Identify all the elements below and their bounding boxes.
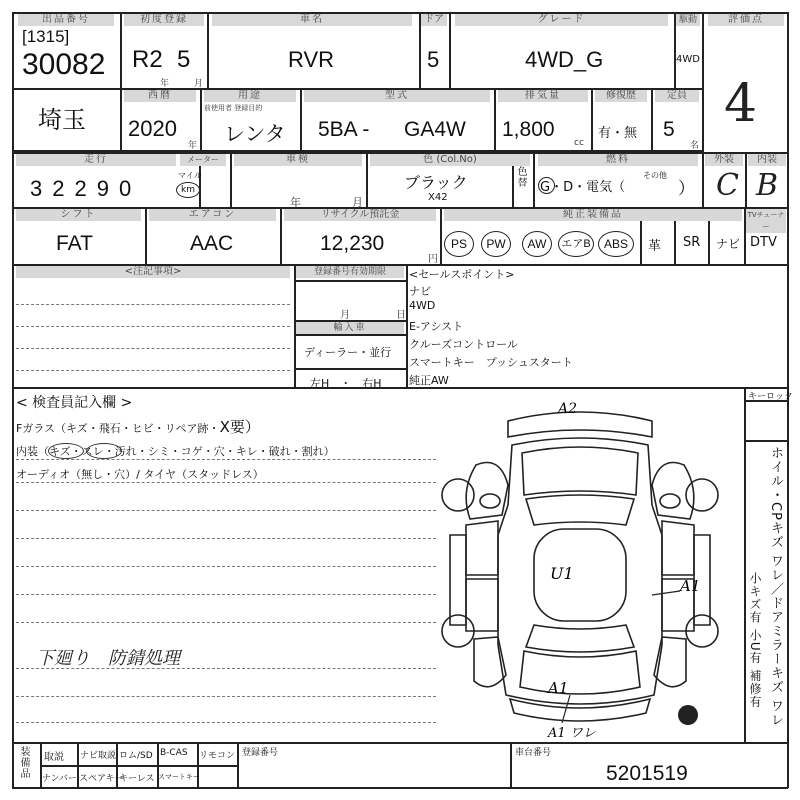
sales-point: ナビ — [409, 285, 431, 298]
shift: FAT — [56, 232, 93, 255]
rating-label: 評価点 — [708, 14, 784, 26]
lot-label: 出品番号 — [18, 14, 114, 26]
interior-circle-2 — [86, 443, 122, 459]
expiry-month: 月 — [340, 310, 350, 321]
color-change-label: 色替 — [515, 166, 526, 188]
chassis-number: 5201519 — [606, 762, 688, 785]
equip-navi: ナビ — [716, 237, 741, 251]
handle: 左H ・ 右H — [310, 377, 382, 390]
capacity-unit: 名 — [690, 141, 700, 151]
fglass-mark: X要） — [219, 418, 260, 436]
rating: 4 — [724, 74, 758, 134]
inspection-month-unit: 月 — [352, 196, 363, 209]
year-unit: 年 — [160, 79, 170, 89]
year-label: 西暦 — [124, 90, 196, 102]
prefecture: 埼玉 — [38, 106, 86, 134]
km-label: km — [176, 182, 200, 198]
meter-label: メーター — [180, 154, 226, 166]
footer-item: B-CAS — [160, 748, 188, 758]
drive-label: 駆動 — [676, 14, 700, 26]
fglass-text: Fガラス（キズ・飛石・ヒビ・リペア跡・ — [16, 422, 220, 435]
exterior: C — [716, 168, 739, 203]
fuel-g-circle — [538, 177, 555, 194]
footer-item: 取説 — [44, 752, 64, 763]
sales-point: スマートキー プッシュスタート — [409, 356, 573, 369]
equip-sunroof: SR — [683, 235, 701, 250]
color-label: 色 (Col.No) — [370, 154, 530, 166]
color: ブラック — [404, 173, 468, 192]
inspector-line3: オーディオ（無し・穴）/ タイヤ（スタッドレス） — [16, 468, 264, 481]
model-b: GA4W — [404, 118, 466, 141]
mark-front: A2 — [558, 401, 578, 417]
mileage-digit: 3 — [30, 176, 53, 201]
side-sub: 小キズ有 小U有 補修有 — [748, 572, 762, 709]
equip-leather: 革 — [648, 239, 662, 254]
footer-item: ナンバー — [42, 774, 77, 784]
recycle: 12,230 — [320, 232, 385, 255]
aircon-label: エアコン — [149, 209, 276, 221]
mileage-label: 走行 — [16, 154, 176, 166]
purpose: レンタ — [224, 122, 286, 146]
year: 2020 — [128, 116, 177, 141]
car-diagram — [430, 395, 730, 740]
inspector-title: < 検査員記入欄 > — [16, 395, 133, 411]
purpose-sub: 前使用者 登録目的 — [204, 104, 263, 112]
mileage — [30, 176, 141, 202]
displacement: 1,800 — [502, 118, 555, 141]
import-value: ディーラー・並行 — [304, 346, 392, 359]
color-code: X42 — [428, 192, 448, 203]
footer-item: キーレス — [119, 774, 155, 784]
model-label: 型式 — [304, 90, 490, 102]
interior-label: 内装 — [748, 154, 786, 166]
grade-label: グレード — [455, 14, 668, 26]
interior: B — [756, 168, 779, 203]
purpose-label: 用途 — [204, 90, 296, 102]
equip-airbag: エアB — [558, 231, 594, 257]
footer-item: スペアキー — [79, 774, 124, 784]
car-name-label: 車名 — [212, 14, 412, 26]
inspector-line2: 内装（キズ・スレ・汚れ・シミ・コゲ・穴・キレ・破れ・割れ） — [16, 445, 335, 458]
sales-label: <セールスポイント> — [409, 268, 515, 281]
equipment-label: 純正装備品 — [444, 209, 742, 221]
yen: 円 — [428, 254, 438, 265]
footer-item: ロム/SD — [119, 751, 153, 761]
mileage-digit: 9 — [96, 176, 119, 201]
sales-point: E-アシスト — [409, 320, 464, 333]
inspection-year-unit: 年 — [290, 196, 301, 209]
mileage-digit: 2 — [74, 176, 97, 201]
tv-label: TVチューナー — [747, 211, 785, 231]
mark-right: A1 — [680, 577, 701, 595]
side-text: ホイル・CPキズ ワレ／ドアミラーキズ ワレ — [768, 446, 783, 728]
expiry-label: 登録番号有効期限 — [296, 266, 404, 278]
equip-abs: ABS — [598, 231, 634, 257]
doors: 5 — [427, 47, 440, 72]
reg-number-label: 登録番号 — [242, 748, 279, 758]
history-label: 修復歴 — [595, 90, 647, 102]
inspector-line1 — [16, 416, 260, 437]
tire-spot — [678, 705, 698, 725]
equip-aw: AW — [522, 231, 552, 257]
footer-item: ナビ取説 — [80, 751, 117, 761]
equip-ps: PS — [444, 231, 474, 257]
doors-label: ドア — [421, 14, 447, 26]
shift-label: シフト — [16, 209, 141, 221]
import-label: 輸入車 — [296, 322, 404, 334]
model-a: 5BA - — [318, 118, 370, 141]
displacement-label: 排気量 — [498, 90, 588, 102]
exterior-label: 外装 — [705, 154, 743, 166]
chassis-label: 車台番号 — [515, 748, 552, 758]
mark-bottom: A1 ワレ — [548, 726, 596, 740]
displacement-unit: cc — [574, 138, 584, 148]
first-reg-month: 5 — [177, 46, 191, 73]
month-unit: 月 — [194, 79, 204, 89]
equip-tv: DTV — [750, 235, 777, 250]
car-name: RVR — [288, 47, 335, 72]
first-reg-label: 初度登録 — [124, 14, 204, 26]
fuel: G・D・電気（ — [540, 180, 626, 195]
mileage-digit: 0 — [119, 176, 142, 201]
sales-point: 純正AW — [409, 374, 449, 387]
footer-item: リモコン — [199, 751, 236, 761]
history: 有・無 — [598, 126, 638, 141]
drive: 4WD — [676, 54, 700, 65]
mark-rear: A1 — [548, 679, 569, 697]
fuel-close: ） — [678, 179, 695, 199]
grade: 4WD_G — [525, 47, 604, 72]
keylock-label: キーロック — [748, 392, 793, 402]
mark-roof: U1 — [550, 564, 574, 583]
inspection-label: 車検 — [234, 154, 362, 166]
fuel-other: その他 — [643, 171, 667, 180]
handwritten-note: 下廻り 防錆処理 — [36, 648, 180, 669]
fuel-label: 燃料 — [538, 154, 698, 166]
expiry-day: 日 — [396, 310, 406, 321]
recycle-label: リサイクル預託金 — [284, 209, 436, 221]
lot-number: 30082 — [22, 48, 106, 81]
interior-circle-1 — [48, 443, 84, 459]
capacity-label: 定員 — [655, 90, 699, 102]
sales-point: クルーズコントロール — [409, 338, 518, 351]
footer-item: スマートキー — [158, 773, 200, 781]
equip-pw: PW — [481, 231, 511, 257]
lot-code: [1315] — [22, 27, 70, 46]
aircon: AAC — [190, 232, 234, 255]
capacity: 5 — [663, 118, 675, 141]
footer-equipment-label: 装備品 — [18, 746, 29, 779]
mile-label: マイル — [178, 171, 202, 180]
era-year: R2 — [132, 46, 163, 73]
mileage-digit: 2 — [52, 176, 75, 201]
sales-point: 4WD — [409, 299, 436, 312]
notes-label: <注記事項> — [16, 266, 290, 278]
year2-unit: 年 — [188, 141, 198, 151]
